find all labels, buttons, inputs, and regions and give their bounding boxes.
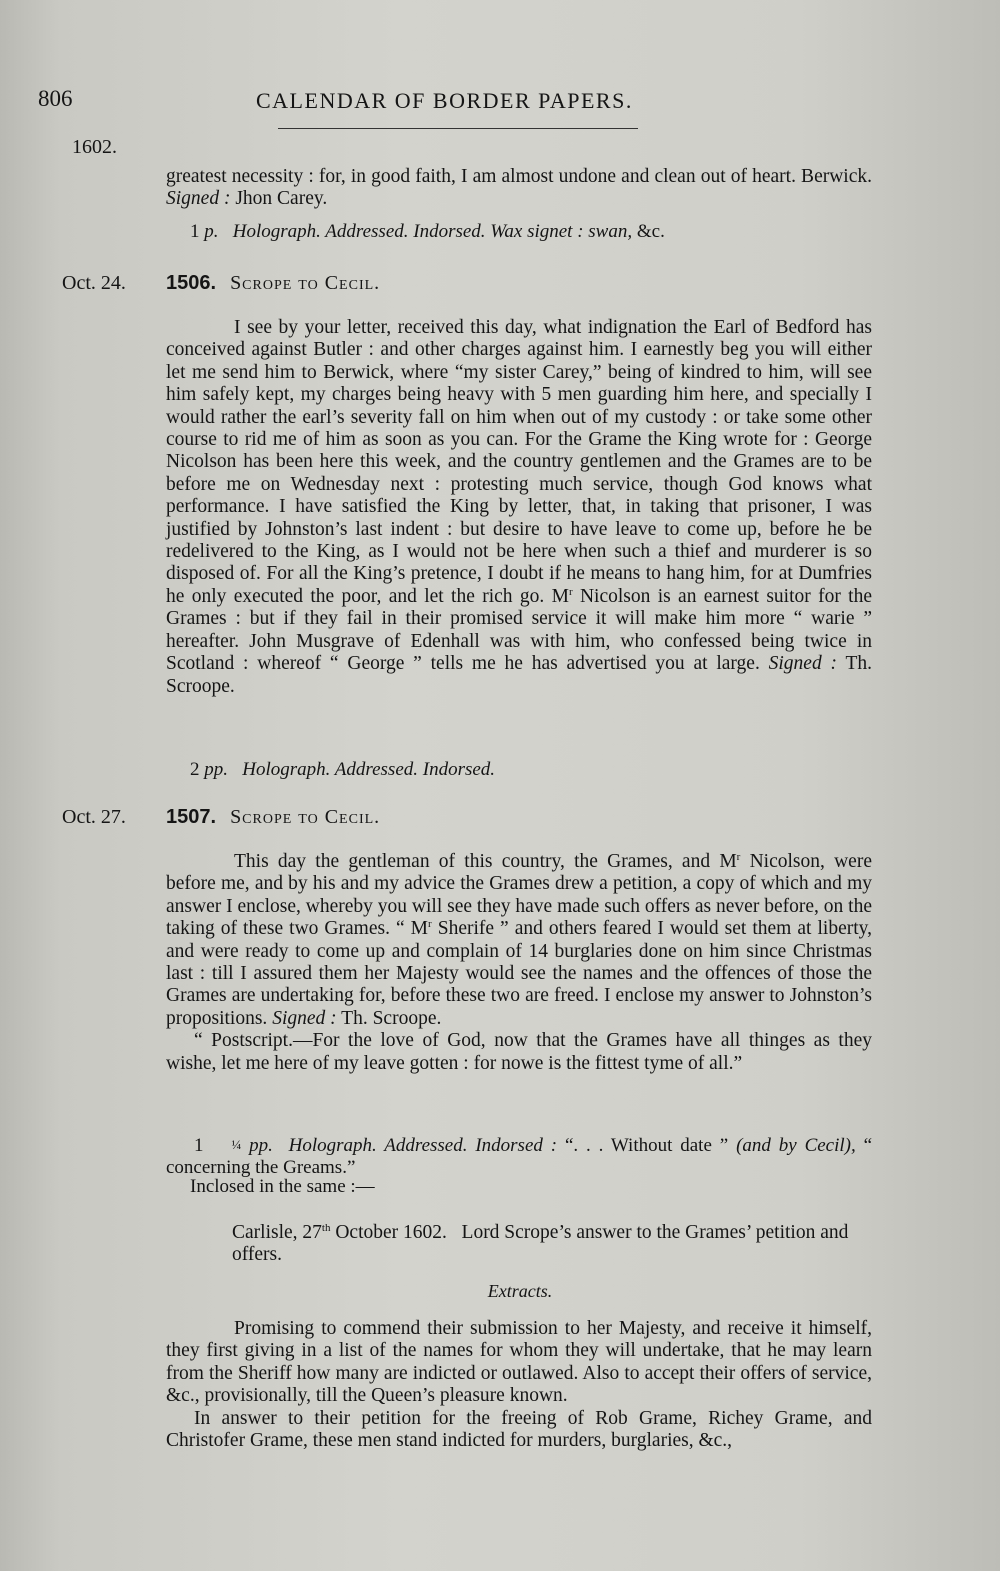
note-pages-unit: p.: [204, 221, 219, 242]
continuation-text: greatest necessity : for, in good faith, I am almost undone and clean out of heart. Berwick.: [166, 166, 872, 187]
note-signet: swan,: [588, 221, 633, 242]
signed-label: Signed :: [768, 653, 837, 675]
extract-paragraph: Promising to commend their submission to her Majesty, and receive it himself, they first giving in a list of the names for whom they will undertake, that he may learn from the Sheriff how many are indicted or outlawed. Also to accept their offers of service, &c., provisionally, till the Queen’s pleasure known.: [166, 1318, 872, 1407]
entry-body-text-end: Sherife ” and others feared I would set them at liberty, and were ready to come up and complain of 14 burglaries done on him since Christmas last : till I assured them her Majesty would see the names and the offences of those the Grames are undertaking for, before these two are freed. I enclose my answer to Johnston’s propositions.: [166, 918, 872, 1029]
signer: Th. Scroope.: [166, 653, 872, 697]
signed-label: Signed :: [166, 188, 231, 210]
inclosed-line: Inclosed in the same :—: [190, 1176, 375, 1197]
continuation-note: [190, 221, 665, 243]
note-pages: 1: [190, 221, 200, 242]
superscript: r: [568, 585, 573, 598]
entry-note: [166, 1134, 872, 1180]
entry-date: Oct. 27.: [62, 806, 126, 828]
entry-body-text: This day the gentleman of this country, the Grames, and M: [234, 851, 737, 872]
entry-heading: [166, 272, 380, 295]
header-rule: [278, 128, 638, 129]
entry-title: Scrope to Cecil.: [230, 272, 381, 294]
note-pages-unit: pp.: [204, 759, 228, 780]
note-pages: 2: [190, 759, 200, 780]
superscript: th: [321, 1222, 331, 1234]
entry-heading: [166, 806, 380, 829]
extract-paragraph: In answer to their petition for the freeing of Rob Grame, Richey Grame, and Christofer Grame, these men stand indicted for murders, burglaries, &c.,: [166, 1407, 872, 1452]
enclosure-heading: [232, 1222, 872, 1267]
continuation-paragraph: [166, 166, 872, 211]
entry-number: 1507.: [166, 806, 217, 828]
running-title: CALENDAR OF BORDER PAPERS.: [256, 88, 633, 113]
note-paren: (and by Cecil),: [736, 1135, 856, 1156]
entry-title: Scrope to Cecil.: [230, 806, 381, 828]
entry-number: 1506.: [166, 272, 217, 294]
note-quote2: “ concerning the Greams.”: [166, 1135, 873, 1179]
entry-body-text-cont: Nicolson, were before me, and by his and my advice the Grames drew a petition, a copy of which and my answer I enclose, whereby you will see they have made such offers as never before, on the taking of these two Grames. “ M: [166, 851, 872, 940]
signed-label: Signed :: [272, 1007, 337, 1029]
entry-body: [166, 317, 872, 698]
entry-body-text: I see by your letter, received this day, what indignation the Earl of Bedford has conceived against Butler : and other charges against him. I earnestly beg you will either let me send him to Berwick, where “my sister Carey,” being of kindred to him, will see him safely kept, my charges being heavy with 5 men guarding him here, and specially I would rather the earl’s severity fall on him when out of my custody : or take some other course to rid me of him as soon as you can. For the Grame the King wrote for : George Nicolson has been here this week, and the country gentlemen and the Grames are to be before me on Wednesday next : protesting much service, though God knows what performance. I have satisfied the King by letter, that, in taking that prisoner, I was justified by Johnston’s last indent : but desire to have leave to come up, before he be redelivered to the King, as I would not be here when such a thief and murderer is so disposed of. For all the King’s pretence, I doubt if he means to hang him, for at Dumfries he only executed the poor, and let the rich go.: [166, 317, 872, 607]
entry-date: Oct. 24.: [62, 272, 126, 294]
extracts-heading: Extracts.: [487, 1281, 553, 1301]
postscript: “ Postscript.—For the love of God, now that the Grames have all thinges as they wishe, let me here of my leave gotten : for nowe is the fittest tyme of all.”: [166, 1030, 872, 1074]
page-number: 806: [38, 86, 73, 111]
entry-body: [166, 851, 872, 1075]
note-description: Holograph. Addressed. Indorsed. Wax signet :: [232, 221, 584, 242]
note-etc: &c.: [636, 221, 665, 242]
superscript: r: [736, 851, 741, 863]
entry-body-text-cont: Nicolson is an earnest suitor for the Grames : but if they fail in their promised service it will make him more “ warie ” hereafter. John Musgrave of Edenhall was with him, who confessed being twice in Scotland : whereof “ George ” tells me he has advertised you at large.: [166, 585, 873, 675]
superscript: r: [428, 918, 432, 931]
extracts-body: [166, 1318, 872, 1452]
note-pages-unit: pp.: [249, 1135, 273, 1156]
year-marker: 1602.: [72, 136, 117, 158]
signer: Th. Scroope.: [341, 1007, 442, 1029]
entry-note: [190, 759, 495, 781]
note-pages: 1: [194, 1135, 204, 1156]
note-quote: “. . . Without date ”: [564, 1135, 729, 1156]
note-pages-fraction: ¼: [231, 1137, 242, 1152]
note-description: Holograph. Addressed. Indorsed.: [242, 759, 496, 780]
signer: Jhon Carey.: [235, 188, 328, 210]
enclosure-place: Carlisle, 27: [232, 1222, 322, 1243]
enclosure-date: October 1602.: [330, 1222, 447, 1243]
note-description: Holograph. Addressed. Indorsed :: [288, 1135, 558, 1156]
entry-body-abbrev: M: [551, 585, 569, 607]
enclosure-title: Lord Scrope’s answer to the Grames’ petition and offers.: [232, 1222, 849, 1266]
